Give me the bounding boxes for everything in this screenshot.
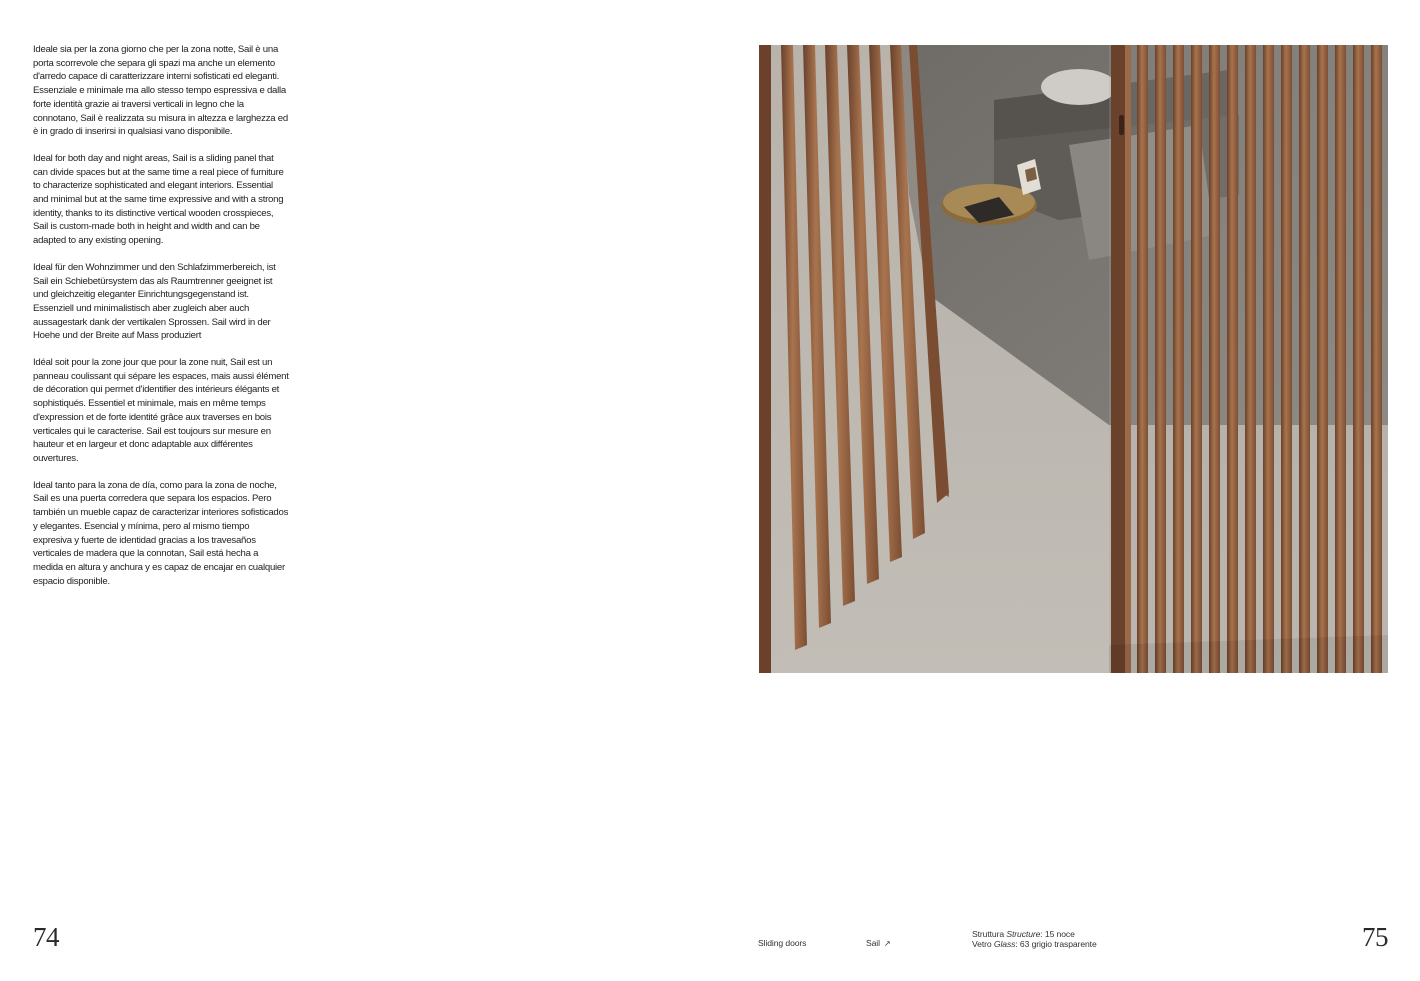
page-number-left: 74 [33, 922, 59, 952]
description-italian: Ideale sia per la zona giorno che per la zona notte, Sail è una porta scorrevole che separa gli spazi ma anche un elemento d'arredo capace di caratterizzare interni sofisticati ed eleganti. Essenziale e minimale ma allo stesso tempo espressiva e dalla forte identità grazie ai traversi verticali in legno che la connotano, Sail è realizzata su misura in altezza e larghezza ed è in grado di inserirsi in qualsiasi vano disponibile. [33, 44, 288, 138]
spec-structure: Struttura Structure: 15 noce [972, 929, 1075, 939]
product-photo [759, 45, 1388, 673]
footer-category: Sliding doors [758, 938, 807, 948]
footer-product-link[interactable] [866, 939, 891, 949]
arrow-up-right-icon: ↗ [883, 939, 891, 948]
footer-product-name: Sail [866, 938, 880, 948]
description-english: Ideal for both day and night areas, Sail is a sliding panel that can divide spaces but at the same time a real piece of furniture to characterize sophisticated and elegant interiors. Essential and minimal but at the same time expressive and with a strong identity, thanks to its distinctive vertical wooden crosspieces, Sail is custom-made both in height and width and can be adapted to any existing opening. [33, 152, 284, 247]
sail-doors-illustration [759, 45, 1388, 673]
footer-specifications [972, 930, 1097, 949]
product-description [33, 43, 289, 601]
description-german: Ideal für den Wohnzimmer und den Schlafzimmerbereich, ist Sail ein Schiebetürsystem das als Raumtrenner geeignet ist und gleichzeitig eleganter Einrichtungsgegenstand ist. Essenziell und minimalistisch aber zugleich aber auch aussagestark dank der vertikalen Sprossen. Sail wird in der Hoehe und der Breite auf Mass produziert [33, 261, 276, 342]
description-french: Idéal soit pour la zone jour que pour la zone nuit, Sail est un panneau coulissant qui sépare les espaces, mais aussi élément de décoration qui permet d'identifier des intérieurs élégants et sophistiqués. Essentiel et minimale, mais en même temps d'expression et de forte identité grâce aux traverses en bois verticales qui le caracterise. Sail est toujours sur mesure en hauteur et en largeur et donc adaptable aux différentes ouvertures. [33, 357, 289, 464]
page-number-right: 75 [1362, 922, 1388, 952]
description-spanish: Ideal tanto para la zona de día, como para la zona de noche, Sail es una puerta corredera que separa los espacios. Pero también un mueble capaz de caracterizar interiores sofisticados y elegantes. Esencial y mínima, pero al mismo tiempo expresiva y fuerte de identidad gracias a los travesaños verticales de madera que la connotan, Sail está hecha a medida en altura y anchura y es capaz de encajar en cualquier espacio disponible. [33, 479, 289, 587]
spec-glass: Vetro Glass: 63 grigio trasparente [972, 938, 1097, 949]
right-page [710, 0, 1420, 981]
